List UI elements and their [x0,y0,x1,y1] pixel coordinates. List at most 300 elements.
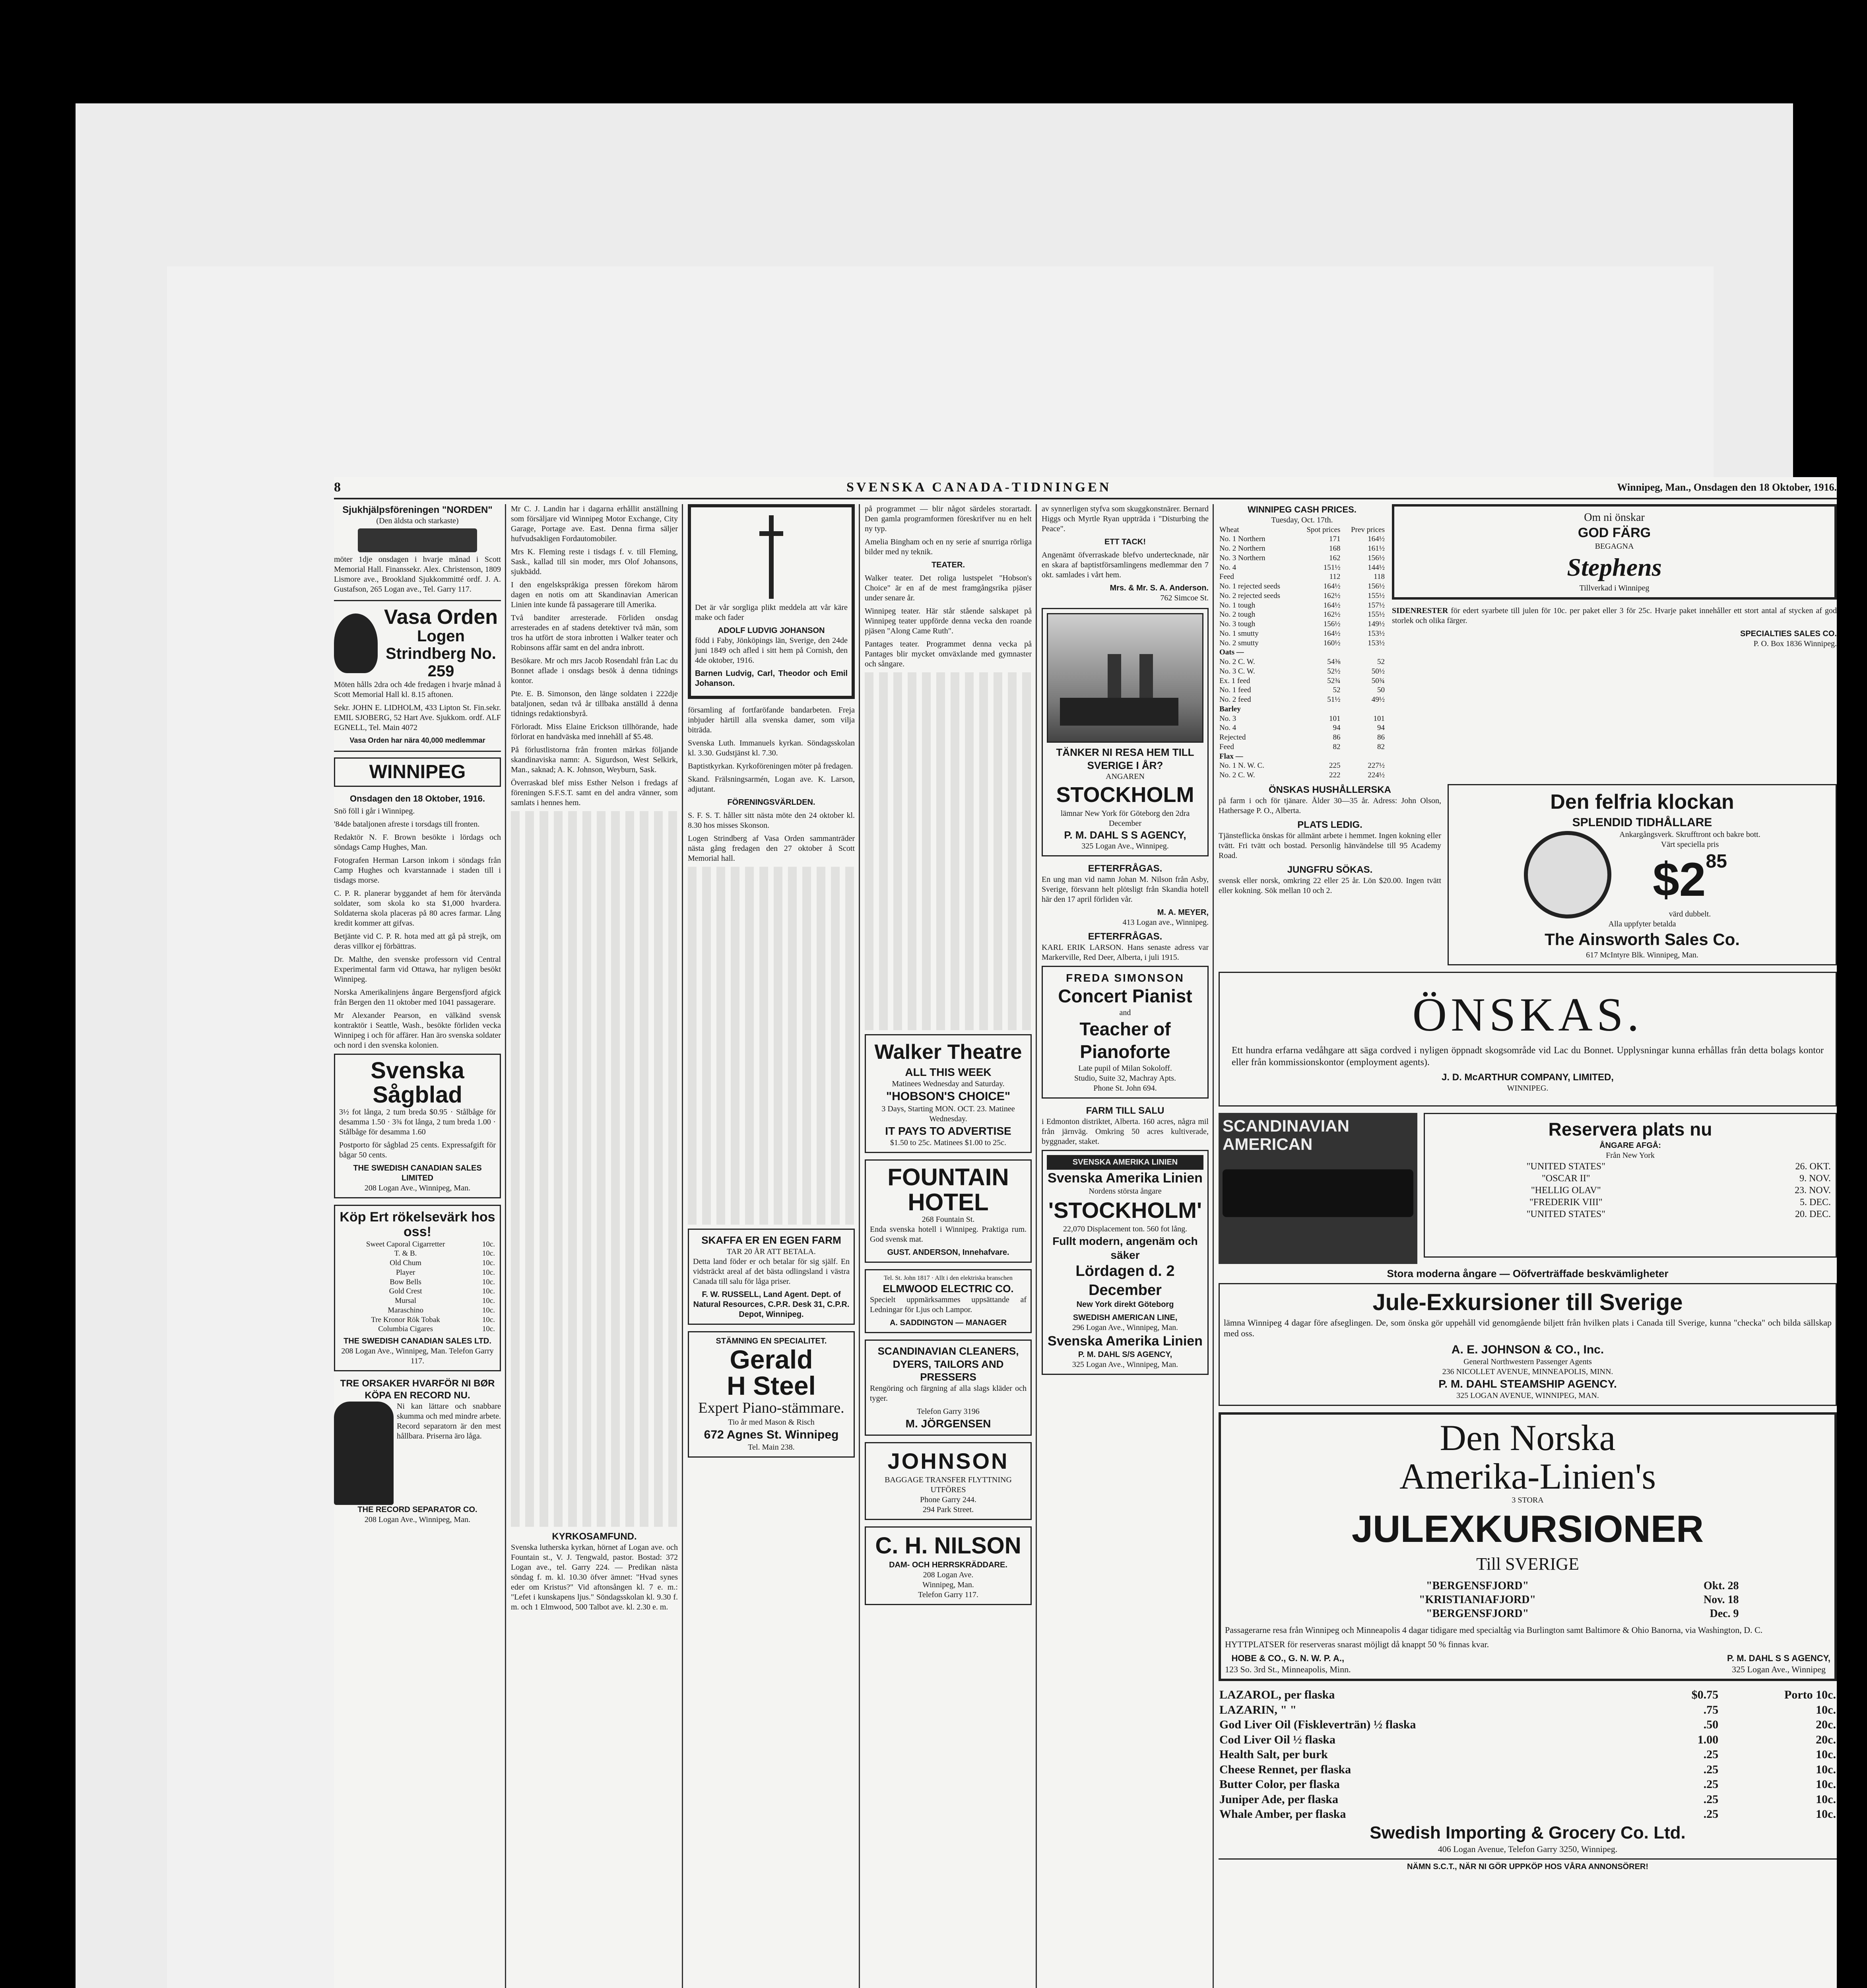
steel-note: Tio år med Mason & Risch [728,1418,815,1427]
grocery-cell: Porto 10c. [1784,1688,1836,1702]
grocery-cell: 20c. [1816,1718,1836,1732]
sagblad-post: Postporto för sågblad 25 cents. Expressafgift för bågar 50 cents. [339,1140,496,1159]
rokelse-cell: 10c. [482,1259,495,1268]
norden-notice [334,504,501,594]
jungfru-text: svensk eller norsk, omkring 22 eller 25 år. Lön $20.00. Ingen tvätt eller kokning. Sök mellan 10 och 2. [1219,876,1441,895]
cash-row [1219,610,1386,619]
onskas-company: J. D. McARTHUR COMPANY, LIMITED, [1442,1072,1614,1083]
onskas-text: Ett hundra erfarna vedåhgare att säga cordved i nyligen öppnadt skogsområde vid Lac du Bonnet. Upplysningar kunna erhållas från detta bolags kontor eller från kommissionskontor (employment agents). [1232,1045,1824,1068]
cash-cell: 50 [1377,686,1385,695]
cash-cell: Rejected [1219,733,1246,742]
farg-line: BEGAGNA [1595,542,1634,551]
cash-row [1219,714,1386,724]
sailing-cell: "FREDERIK VIII" [1529,1197,1603,1208]
svamerika-agent-address: 296 Logan Ave., Winnipeg, Man. [1072,1323,1178,1332]
johnson-address: 294 Park Street. [922,1505,974,1514]
article-text: Svenska Luth. Immanuels kyrkan. Söndagsskolan kl. 3.30. Gudstjänst kl. 7.30. [688,739,855,757]
svamerika-ship: 'STOCKHOLM' [1048,1198,1202,1223]
cash-row [1219,761,1386,771]
sailing-cell: 26. OKT. [1795,1161,1831,1172]
reservera-bottom: Stora moderna ångare — Oöfverträffade beskvämligheter [1387,1267,1669,1279]
fountain-address: 268 Fountain St. [922,1215,975,1224]
klocka-warranty: värd dubbelt. [1669,910,1711,919]
reservera-title: Reservera plats nu [1548,1118,1712,1140]
winnipeg-item: Betjänte vid C. P. R. hota med att gå på strejk, om deras villkor ej förbättras. [334,932,501,951]
grocery-cell: God Liver Oil (Fiskleverträn) ½ flaska [1219,1718,1416,1732]
rokelse-row [339,1277,496,1287]
walker-next: 3 Days, Starting MON. OCT. 23. Matinee Wednesday. [881,1104,1015,1123]
winnipeg-news [334,757,501,1051]
grocery-cell: Cod Liver Oil ½ flaska [1219,1733,1335,1746]
stockholm-route: lämnar New York för Göteborg den 2dra December [1060,809,1190,828]
article-text: av synnerligen styfva som skuggkonstnärer. Bernard Higgs och Myrtle Ryan uppträda i "Disturbing the Peace". [1042,505,1209,533]
cash-cell: Wheat [1219,525,1239,534]
klocka-orders: Alla uppfyter betalda [1608,920,1676,929]
cash-cell: 86 [1333,733,1341,742]
freda-name: FREDA SIMONSON [1066,972,1184,984]
rokelse-cell: Player [396,1268,415,1277]
steamship-icon [1223,1169,1413,1217]
stockholm-ship: STOCKHOLM [1056,783,1194,807]
sailing-cell: "BERGENSFJORD" [1426,1607,1529,1620]
hushall-title: ÖNSKAS HUSHÅLLERSKA [1268,784,1391,795]
efterfragas-text: En ung man vid namn Johan M. Nilson från Asby, Sverige, försvann helt plötsligt från Skandia hotell här den 17 april förliden vår. [1042,875,1209,904]
vasa-emblem-icon [334,613,378,673]
cash-cell: 224½ [1368,771,1385,779]
fountain-ad [865,1159,1032,1263]
cash-cell: 82 [1377,742,1385,751]
rokelse-cell: Mursal [395,1297,417,1305]
klocka-ad [1448,784,1837,965]
grocery-company: Swedish Importing & Grocery Co. Ltd. [1370,1823,1686,1842]
page-number: 8 [334,480,341,495]
cash-cell: 162½ [1323,610,1341,619]
sagblad-ad [334,1054,501,1198]
sailing-cell: "HELLIG OLAV" [1531,1185,1601,1196]
klocka-price: $2 [1653,853,1706,907]
footer-line: NÄMN S.C.T., NÄR NI GÖR UPPKÖP HOS VÅRA ANNONSÖRER! [1219,1858,1837,1872]
elmwood-title: ELMWOOD ELECTRIC CO. [883,1282,1014,1295]
grocery-cell: .25 [1703,1792,1719,1806]
cleaners-text: Rengöring och färgning af alla slags kläder och tyger. [870,1384,1027,1403]
cash-row [1219,553,1386,563]
grocery-cell: 10c. [1816,1792,1836,1806]
rokelse-cell: 10c. [482,1315,495,1324]
svamerika-spec: 22,070 Displacement ton. 560 fot lång. [1063,1225,1188,1233]
sailing-cell: 9. NOV. [1799,1173,1831,1184]
klocka-cents: 85 [1706,851,1727,872]
svamerika-route: New York direkt Göteborg [1076,1300,1174,1309]
norska-text: Passagerarne resa från Winnipeg och Minneapolis 4 dagar tidigare med specialtåg via Burlington samt Baltimore & Ohio Banorna, via Washington, D. C. [1225,1625,1763,1635]
grocery-cell: .25 [1703,1748,1719,1761]
cash-title: WINNIPEG CASH PRICES. [1248,505,1357,514]
cash-row [1219,591,1386,601]
cash-cell: 54⅜ [1327,658,1341,666]
cleaners-title: SCANDINAVIAN CLEANERS, DYERS, TAILORS AND PRESSERS [877,1345,1019,1383]
grocery-cell: Cheese Rennet, per flaska [1219,1763,1351,1776]
sailing-cell: "UNITED STATES" [1526,1161,1605,1172]
rokelse-ad [334,1205,501,1371]
sailing-row [1429,1184,1832,1196]
sagblad-company: THE SWEDISH CANADIAN SALES LIMITED [353,1163,482,1182]
steel-top: STÄMNING EN SPECIALITET. [716,1336,827,1345]
grocery-row [1219,1687,1837,1703]
steel-name: Gerald [730,1344,813,1374]
svamerika-logo: SVENSKA AMERIKA LINIEN [1047,1155,1203,1170]
record-title: TRE ORSAKER HVARFÖR NI BØR KÖPA EN RECORD NU. [340,1378,495,1401]
cash-cell: No. 1 smutty [1219,629,1259,638]
farg-line: Tillverkad i Winnipeg [1579,583,1650,592]
farg-line: GOD FÄRG [1578,525,1651,540]
efterfragas-address: 413 Logan ave., Winnipeg. [1122,918,1209,927]
nilson-sub: DAM- OCH HERRSKRÄDDARE. [889,1561,1007,1569]
nilson-phone: Telefon Garry 117. [918,1590,978,1599]
rokelse-cell: T. & B. [394,1249,417,1258]
skaffa-text: Detta land föder er och betalar för sig själf. En vidsträckt areal af det bästa odlingsland i västra Canada till salu för låga priser. [693,1257,850,1286]
cash-row [1219,771,1386,780]
cash-date: Tuesday, Oct. 17th. [1271,515,1333,524]
stockholm-title: TÄNKER NI RESA HEM TILL SVERIGE I ÅR? [1056,746,1194,771]
cash-cell: 156½ [1368,553,1385,562]
filler-text-block [688,867,855,1225]
jule-address: 236 NICOLLET AVENUE, MINNEAPOLIS, MINN. [1442,1367,1613,1376]
winnipeg-heading: WINNIPEG [334,757,501,787]
cash-section-heading [1219,752,1386,761]
grocery-ad [1219,1687,1837,1854]
column-rule [859,504,860,1988]
cash-cell: No. 3 C. W. [1219,667,1255,676]
klocka-sub: SPLENDID TIDHÅLLARE [1572,815,1712,829]
cash-cell: 101 [1373,714,1385,723]
rokelse-row [339,1287,496,1296]
sailing-row [1429,1208,1832,1220]
freda-and: and [1119,1008,1131,1017]
article-text: S. F. S. T. håller sitt nästa möte den 24 oktober kl. 8.30 hos misses Skonson. [688,811,855,830]
winnipeg-item: C. P. R. planerar byggandet af hem för återvända soldater, som skola ko sta $1,000 hvardera. Soldaterna skola placeras på 80 acres farmar. Lång kredit kommer att gifvas. [334,889,501,928]
sidenrester-body: för edert syarbete till julen för 10c. per paket eller 3 för 25c. Hvarje paket innehåller ett stort antal af stycken af god storlek och olika färger. [1392,606,1837,625]
rokelse-cell: 10c. [482,1277,495,1286]
memorial-notice [688,504,855,699]
winnipeg-date: Onsdagen den 18 Oktober, 1916. [350,793,485,804]
fountain-owner: GUST. ANDERSON, Innehafvare. [887,1248,1009,1257]
cleaners-phone: Telefon Garry 3196 [917,1407,980,1416]
grocery-cell: Butter Color, per flaska [1219,1778,1340,1791]
steamship-illustration [1047,613,1203,743]
column-rule [682,504,683,1988]
sailing-cell: "UNITED STATES" [1526,1209,1605,1220]
cash-row [1219,629,1386,639]
farg-line: Om ni önskar [1584,511,1645,524]
grocery-cell: 1.00 [1697,1733,1719,1746]
fountain-title: FOUNTAIN HOTEL [887,1163,1009,1215]
cash-section-heading [1219,648,1386,657]
cash-cell: No. 3 Northern [1219,553,1265,562]
cash-cell: Spot prices [1306,525,1341,534]
winnipeg-item: Snö föll i går i Winnipeg. [334,807,415,815]
sailing-cell: "BERGENSFJORD" [1426,1580,1529,1592]
johnson-sub: BAGGAGE TRANSFER FLYTTNING UTFÖRES [885,1475,1012,1494]
sailing-cell: 23. NOV. [1795,1185,1831,1196]
klocka-title: Den felfria klockan [1550,790,1734,813]
record-ad [334,1378,501,1525]
rokelse-cell: Old Chum [390,1259,421,1268]
grocery-row [1219,1732,1837,1747]
cash-cell: 162½ [1323,591,1341,600]
cash-prices [1219,504,1386,780]
cash-cell: 168 [1329,544,1341,553]
elmwood-line: Tel. St. John 1817 · Allt i den elektriska branschen [884,1274,1013,1281]
column-2 [511,504,678,1988]
article-text: på programmet — blir något särdeles storartadt. Den gamla programformen föreskrifver nu en helt ny typ. [865,505,1032,533]
cash-row [1219,525,1386,535]
rokelse-cell: 10c. [482,1297,495,1305]
article-text: Logen Strindberg af Vasa Orden sammanträder nästa gång fredagen den 27 oktober å Scott Memorial hall. [688,834,855,863]
freda-ad [1042,966,1209,1099]
article-text: församling af fortfaröfande bandarbeten. Freja inbjuder härtill alla svenska damer, som vilja biträda. [688,706,855,734]
jule-ad [1219,1283,1837,1406]
cash-cell: 222 [1329,771,1341,779]
column-rule [1036,504,1037,1988]
cash-cell: 52 [1333,686,1341,695]
cash-cell: No. 4 [1219,724,1236,732]
cash-row [1219,695,1386,705]
rokelse-cell: 10c. [482,1240,495,1248]
cross-icon [759,515,783,599]
cash-cell: 149½ [1368,620,1385,628]
walker-title: Walker Theatre [874,1041,1022,1064]
jule-dahl: P. M. DAHL STEAMSHIP AGENCY. [1438,1378,1617,1390]
column-3 [688,504,855,1988]
jungfru-title: JUNGFRU SÖKAS. [1287,864,1373,875]
norska-text-2: HYTTPLATSER för reserveras snarast möjligt då knappt 50 % finnas kvar. [1225,1639,1489,1649]
rokelse-cell: 10c. [482,1249,495,1258]
kyrko-title: KYRKOSAMFUND. [552,1531,637,1542]
vasa-text: Möten hålls 2dra och 4de fredagen i hvarje månad å Scott Memorial Hall kl. 8.15 aftonen. [334,680,501,699]
grocery-cell: LAZAROL, per flaska [1219,1688,1335,1702]
freda-address: Studio, Suite 32, Machray Apts. [1074,1074,1176,1083]
johnson-title: JOHNSON [887,1448,1009,1474]
cash-row [1219,685,1386,695]
jule-title: Jule-Exkursioner till Sverige [1372,1289,1683,1316]
efterfragas-title-2: EFTERFRÅGAS. [1088,931,1163,942]
norska-dahl: P. M. DAHL S S AGENCY, [1727,1653,1830,1664]
reservera-from: Från New York [1606,1151,1655,1160]
farg-ad [1392,504,1837,600]
sailing-cell: "KRISTIANIAFJORD" [1419,1594,1536,1606]
cash-cell: 94 [1377,724,1385,732]
klocka-company: The Ainsworth Sales Co. [1545,930,1740,949]
memorial-text: född i Faby, Jönköpings län, Sverige, den 24de juni 1849 och afled i sitt hem på Cornish, den 4de oktober, 1916. [695,636,848,665]
winnipeg-item: Redaktör N. F. Brown besökte i lördags och söndags Camp Hughes, Man. [334,833,501,852]
grocery-cell: 20c. [1816,1733,1836,1746]
rokelse-row [339,1240,496,1249]
stockholm-sub: ANGAREN [1106,772,1145,781]
elmwood-ad [865,1269,1032,1334]
scan-sheet [76,103,1837,1988]
reservera-ad [1424,1113,1837,1258]
cash-cell: 225 [1329,761,1341,770]
cash-cell: 156½ [1323,620,1341,628]
rokelse-row [339,1268,496,1277]
cash-cell: 164½ [1323,601,1341,610]
rokelse-cell: Bow Bells [390,1277,421,1286]
cash-cell: 101 [1329,714,1341,723]
norska-dahl-address: 325 Logan Ave., Winnipeg [1732,1664,1826,1674]
johnson-ad [865,1442,1032,1520]
article-text: Mr C. J. Landin har i dagarna erhållit anställning som försäljare vid Winnipeg Motor Exchange, City Garage, Portage ave. East. Denna firma säljer hufvudsakligen Fordautomobiler. [511,505,678,543]
rokelse-table [339,1240,496,1334]
cash-cell: No. 1 rejected seeds [1219,582,1280,590]
norska-title: Den Norska [1440,1417,1616,1458]
klocka-address: 617 McIntyre Blk. Winnipeg, Man. [1586,950,1698,959]
cash-table [1219,525,1386,780]
grocery-cell: 10c. [1816,1748,1836,1761]
fountain-text: Enda svenska hotell i Winnipeg. Praktiga rum. God svensk mat. [870,1225,1027,1244]
skaffa-contact: F. W. RUSSELL, Land Agent. Dept. of Natural Resources, C.P.R. Desk 31, C.P.R. Depot, Winnipeg. [693,1290,850,1319]
grocery-cell: 10c. [1816,1703,1836,1716]
plats-title: PLATS LEDIG. [1297,819,1362,830]
cash-row [1219,657,1386,667]
skaffa-title: SKAFFA ER EN EGEN FARM [701,1234,841,1246]
sailing-row [1429,1161,1832,1173]
grocery-cell: .25 [1703,1778,1719,1791]
vasa-lodge: Logen Strindberg No. 259 [386,627,496,680]
reservera-sub: ÅNGARE AFGÅ: [1599,1141,1661,1150]
grocery-cell: 10c. [1816,1807,1836,1821]
cash-cell: 82 [1333,742,1341,751]
cash-cell: 112 [1329,573,1341,581]
cash-cell: 144½ [1368,563,1385,572]
stockholm-ad [1042,608,1209,856]
column-rule [505,504,506,1988]
sailing-row [1316,1607,1739,1621]
norska-big: JULEXKURSIONER [1351,1508,1704,1551]
grocery-table [1219,1687,1837,1822]
article-text: Amelia Bingham och en ny serie af snurriga rörliga bilder med ny teknik. [865,538,1032,556]
freda-phone: Phone St. John 694. [1093,1083,1157,1093]
cash-cell: 161½ [1368,544,1385,553]
cash-cell: 51½ [1327,695,1341,704]
grocery-row [1219,1717,1837,1732]
rokelse-cell: 10c. [482,1306,495,1314]
cash-cell: 164½ [1323,629,1341,638]
sailing-cell: "OSCAR II" [1541,1173,1590,1184]
cash-row [1219,733,1386,742]
freda-title: Concert Pianist [1058,986,1192,1006]
cash-cell: 153½ [1368,639,1385,647]
cash-cell: Prev prices [1351,525,1385,534]
right-section [1219,504,1837,1988]
column-5 [1042,504,1209,1988]
article-text: Pte. E. B. Simonson, den länge soldaten i 222dje bataljonen, sedan två år tillbaka anställd å denna tidnings redaktionsbyrå. [511,689,678,718]
svamerika-date: Lördagen d. 2 December [1075,1263,1175,1299]
rokelse-company: THE SWEDISH CANADIAN SALES LTD. [344,1337,491,1346]
norska-hobe-address: 123 So. 3rd St., Minneapolis, Minn. [1225,1664,1351,1674]
sailing-cell: Nov. 18 [1703,1594,1739,1606]
norden-subtitle: (Den äldsta och starkaste) [376,516,459,525]
rokelse-cell: Tre Kronor Rök Tobak [371,1315,440,1324]
cash-cell: 153½ [1368,629,1385,638]
record-address: 208 Logan Ave., Winnipeg, Man. [364,1515,471,1524]
article-text: I den engelskspråkiga pressen förekom härom dagen en notis om att Skandinavian American Linien inte kunde få passagerare till Amerika. [511,580,678,609]
cash-section-label: Oats — [1219,648,1244,657]
grocery-cell: .25 [1703,1807,1719,1821]
winnipeg-item: '84de bataljonen afreste i torsdags till fronten. [334,820,480,829]
cash-cell: No. 1 Northern [1219,535,1265,544]
cash-cell: 160½ [1323,639,1341,647]
tack-address: 762 Simcoe St. [1160,594,1209,602]
column-4 [865,504,1032,1988]
freda-sub: Late pupil of Milan Sokoloff. [1078,1064,1172,1073]
sailing-cell: 20. DEC. [1795,1209,1831,1220]
norska-title-2: Amerika-Linien's [1399,1456,1656,1497]
masthead-date: Winnipeg, Man., Onsdagen den 18 Oktober, 1916. [1617,481,1837,493]
efterfragas-sign: M. A. MEYER, [1157,908,1209,917]
efterfragas-title: EFTERFRÅGAS. [1088,863,1163,874]
norska-ad [1219,1412,1837,1681]
sagblad-title: Svenska Sågblad [371,1058,464,1108]
norden-title: Sjukhjälpsföreningen "NORDEN" [342,505,493,515]
cleaners-name: M. JÖRGENSEN [905,1417,991,1430]
column-rule [1213,504,1214,1988]
grocery-cell: .25 [1703,1763,1719,1776]
cash-cell: No. 3 tough [1219,620,1256,628]
norden-emblem-icon [358,528,477,552]
norska-sub: 3 STORA [1512,1496,1544,1505]
walker-sub: ALL THIS WEEK [905,1066,992,1078]
steel-ad [688,1331,855,1458]
efterfragas-text-2: KARL ERIK LARSON. Hans senaste adress var Markerville, Red Deer, Alberta, i juli 1915. [1042,943,1209,962]
pocket-watch-icon [1524,831,1611,918]
masthead-title: SVENSKA CANADA-TIDNINGEN [846,480,1112,495]
newspaper-page [334,477,1837,1988]
cash-cell: 156½ [1368,582,1385,590]
svamerika-dahl: P. M. DAHL S/S AGENCY, [1078,1350,1172,1359]
grocery-cell: 10c. [1816,1778,1836,1791]
walker-ad [865,1034,1032,1153]
jule-dahl-address: 325 LOGAN AVENUE, WINNIPEG, MAN. [1456,1391,1599,1400]
filler-text-block [865,672,1032,1030]
cash-cell: 86 [1377,733,1385,742]
cash-cell: No. 1 N. W. C. [1219,761,1264,770]
cash-row [1219,582,1386,591]
record-company: THE RECORD SEPARATOR CO. [357,1505,477,1514]
hushall-text: på farm i och för tjänare. Ålder 30—35 år. Adress: John Olson, Hathersage P. O., Alberta. [1219,796,1441,815]
sagblad-address: 208 Logan Ave., Winnipeg, Man. [364,1183,471,1192]
rokelse-cell: 10c. [482,1325,495,1334]
farm-title: FARM TILL SALU [1086,1105,1164,1116]
svamerika-dahl-address: 325 Logan Ave., Winnipeg, Man. [1072,1360,1178,1369]
nilson-address: 208 Logan Ave. [923,1571,974,1579]
article-text: Mrs K. Fleming reste i tisdags f. v. till Fleming, Sask., kallad till sin moder, mrs Olof Johansons, sjukbädd. [511,547,678,576]
grocery-row [1219,1747,1837,1762]
winnipeg-item: Norska Amerikalinjens ångare Bergensfjord afgick från Bergen den 11 oktober med 1041 passagerare. [334,988,501,1007]
sidenrester-text [1392,606,1837,626]
cash-row [1219,534,1386,544]
cash-cell: No. 2 Northern [1219,544,1265,553]
scandinavian-american-logo [1219,1113,1417,1264]
sailing-cell: 5. DEC. [1800,1197,1831,1208]
rokelse-cell: Columbia Cigares [378,1325,433,1334]
walker-ad-title: IT PAYS TO ADVERTISE [885,1124,1011,1137]
grocery-row [1219,1762,1837,1777]
article-text: Winnipeg teater. Här står stående salskapet på Winnipeg teater uppförde denna vecka den roande pjäsen "Along Came Ruth". [865,607,1032,635]
rokelse-row [339,1324,496,1334]
cash-cell: 52¾ [1327,676,1341,685]
walker-play: "HOBSON'S CHOICE" [886,1090,1011,1103]
reservera-table [1429,1161,1832,1220]
cash-cell: 50½ [1371,667,1385,676]
